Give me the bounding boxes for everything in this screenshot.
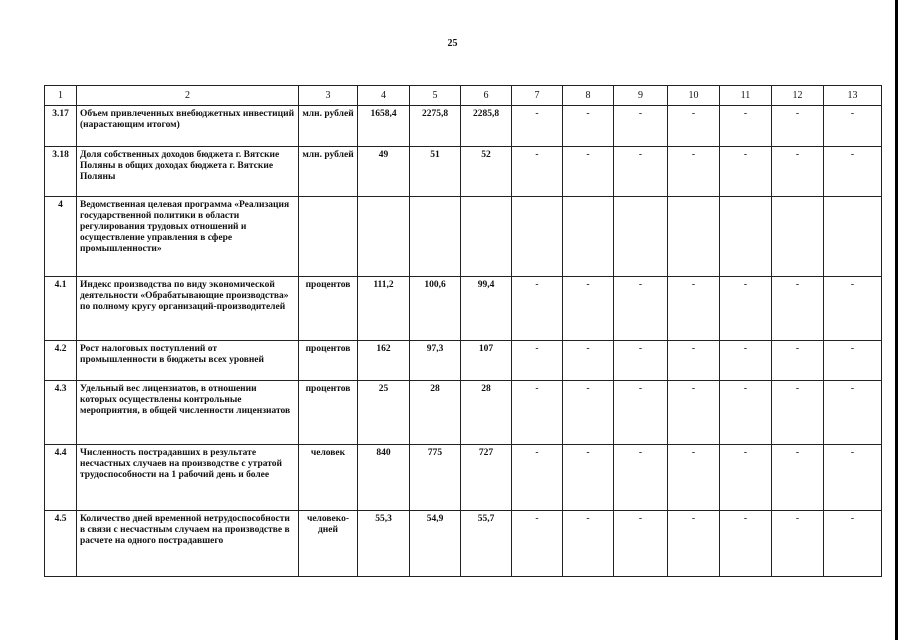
dash-cell: - (512, 511, 563, 577)
header-cell: 5 (410, 86, 461, 106)
dash-cell: - (512, 445, 563, 511)
row-number-text: 4 (58, 200, 63, 210)
dash-cell: - (563, 511, 614, 577)
dash-cell: - (772, 106, 824, 147)
dash-cell: - (824, 277, 882, 341)
dash-cell (824, 197, 882, 277)
dash-cell: - (824, 106, 882, 147)
dash-cell (512, 197, 563, 277)
dash-cell: - (824, 445, 882, 511)
header-cell: 9 (614, 86, 668, 106)
dash-cell: - (824, 341, 882, 381)
dash-cell: - (614, 147, 668, 197)
dash-cell: - (563, 381, 614, 445)
dash-cell: - (772, 511, 824, 577)
dash-cell: - (824, 147, 882, 197)
row-number (45, 341, 77, 381)
dash-cell: - (614, 106, 668, 147)
value-cell: 99,4 (461, 277, 512, 341)
row-number (45, 511, 77, 577)
dash-cell: - (512, 106, 563, 147)
dash-cell: - (512, 381, 563, 445)
table-row (45, 381, 882, 445)
dash-cell (614, 197, 668, 277)
unit-text: млн. рублей (302, 109, 354, 119)
unit-cell (299, 445, 358, 511)
indicator-name (77, 147, 299, 197)
indicator-name-text: Численность пострадавших в результате несчастных случаев на производстве с утратой трудоспособности на 1 рабочий день и более (80, 448, 282, 480)
dash-cell: - (772, 147, 824, 197)
indicator-name-text: Доля собственных доходов бюджета г. Вятские Поляны в общих доходах бюджета г. Вятские Поляны (80, 150, 280, 182)
row-number (45, 277, 77, 341)
table-row (45, 341, 882, 381)
dash-cell: - (563, 277, 614, 341)
dash-cell: - (720, 277, 772, 341)
dash-cell: - (772, 341, 824, 381)
value-cell: 1658,4 (358, 106, 410, 147)
header-cell: 13 (824, 86, 882, 106)
dash-cell: - (720, 381, 772, 445)
indicator-name (77, 106, 299, 147)
indicator-name (77, 341, 299, 381)
dash-cell: - (614, 341, 668, 381)
value-cell: 2275,8 (410, 106, 461, 147)
header-cell: 8 (563, 86, 614, 106)
value-cell: 840 (358, 445, 410, 511)
dash-cell: - (772, 445, 824, 511)
unit-text: процентов (305, 344, 351, 354)
page-number: 25 (447, 38, 458, 49)
dash-cell: - (512, 277, 563, 341)
indicator-name (77, 277, 299, 341)
indicator-name-text: Ведомственная целевая программа «Реализация государственной политики в области регулирования трудовых отношений и осуществление управления в сфере промышленности» (80, 200, 290, 254)
indicator-name-text: Количество дней временной нетрудоспособности в связи с несчастным случаем на производстве в расчете на одного пострадавшего (80, 514, 290, 546)
row-number-text: 3.18 (52, 150, 69, 160)
row-number-text: 3.17 (52, 109, 69, 119)
dash-cell: - (563, 341, 614, 381)
dash-cell: - (512, 147, 563, 197)
row-number (45, 197, 77, 277)
value-cell: 49 (358, 147, 410, 197)
dash-cell (668, 197, 720, 277)
header-cell: 1 (45, 86, 77, 106)
value-cell: 111,2 (358, 277, 410, 341)
row-number-text: 4.4 (54, 448, 67, 458)
table-row (45, 445, 882, 511)
unit-cell (299, 197, 358, 277)
dash-cell: - (563, 106, 614, 147)
dash-cell: - (668, 106, 720, 147)
unit-cell (299, 381, 358, 445)
value-cell: 52 (461, 147, 512, 197)
value-cell: 100,6 (410, 277, 461, 341)
dash-cell: - (614, 511, 668, 577)
dash-cell: - (614, 445, 668, 511)
value-cell: 97,3 (410, 341, 461, 381)
table-row (45, 106, 882, 147)
value-cell: 25 (358, 381, 410, 445)
value-cell: 727 (461, 445, 512, 511)
indicator-name (77, 197, 299, 277)
dash-cell: - (720, 341, 772, 381)
header-cell: 11 (720, 86, 772, 106)
indicator-name-text: Удельный вес лицензиатов, в отношении которых осуществлены контрольные мероприятия, в общей численности лицензиатов (80, 384, 291, 416)
value-cell (410, 197, 461, 277)
indicator-name-text: Объем привлеченных внебюджетных инвестиций (нарастающим итогом) (80, 109, 295, 130)
dash-cell: - (824, 381, 882, 445)
row-number (45, 147, 77, 197)
header-cell: 3 (299, 86, 358, 106)
dash-cell: - (668, 381, 720, 445)
unit-cell (299, 511, 358, 577)
dash-cell: - (668, 511, 720, 577)
dash-cell: - (563, 445, 614, 511)
indicators-table (44, 85, 882, 577)
value-cell: 107 (461, 341, 512, 381)
unit-text: человек (310, 448, 346, 458)
value-cell: 54,9 (410, 511, 461, 577)
dash-cell: - (614, 381, 668, 445)
dash-cell: - (668, 445, 720, 511)
unit-cell (299, 147, 358, 197)
table-row (45, 197, 882, 277)
value-cell: 28 (461, 381, 512, 445)
header-cell: 12 (772, 86, 824, 106)
dash-cell: - (772, 381, 824, 445)
value-cell: 2285,8 (461, 106, 512, 147)
dash-cell: - (668, 147, 720, 197)
row-number-text: 4.5 (54, 514, 67, 524)
dash-cell: - (772, 277, 824, 341)
dash-cell (720, 197, 772, 277)
table-row (45, 147, 882, 197)
indicator-name-text: Рост налоговых поступлений от промышленности в бюджеты всех уровней (80, 344, 264, 365)
header-cell: 2 (77, 86, 299, 106)
dash-cell: - (614, 277, 668, 341)
dash-cell: - (720, 445, 772, 511)
dash-cell (772, 197, 824, 277)
unit-text: человеко-дней (306, 514, 350, 535)
row-number (45, 106, 77, 147)
table-row (45, 511, 882, 577)
scan-edge-line (895, 0, 898, 640)
table-row (45, 277, 882, 341)
dash-cell: - (824, 511, 882, 577)
dash-cell: - (720, 106, 772, 147)
value-cell: 28 (410, 381, 461, 445)
value-cell: 51 (410, 147, 461, 197)
row-number-text: 4.1 (54, 280, 67, 290)
header-cell: 6 (461, 86, 512, 106)
value-cell: 55,7 (461, 511, 512, 577)
dash-cell: - (720, 511, 772, 577)
indicator-name (77, 511, 299, 577)
dash-cell: - (563, 147, 614, 197)
row-number-text: 4.2 (54, 344, 67, 354)
unit-cell (299, 277, 358, 341)
header-cell: 4 (358, 86, 410, 106)
indicator-name-text: Индекс производства по виду экономической деятельности «Обрабатывающие производства» по полному кругу организаций-производителей (80, 280, 289, 312)
value-cell (461, 197, 512, 277)
value-cell: 162 (358, 341, 410, 381)
value-cell: 55,3 (358, 511, 410, 577)
table-header-row (45, 86, 882, 106)
unit-cell (299, 106, 358, 147)
row-number (45, 381, 77, 445)
row-number (45, 445, 77, 511)
dash-cell: - (512, 341, 563, 381)
unit-cell (299, 341, 358, 381)
header-cell: 10 (668, 86, 720, 106)
indicator-name (77, 445, 299, 511)
row-number-text: 4.3 (54, 384, 67, 394)
header-cell: 7 (512, 86, 563, 106)
dash-cell: - (720, 147, 772, 197)
unit-text: процентов (305, 280, 351, 290)
dash-cell: - (668, 341, 720, 381)
unit-text: процентов (305, 384, 351, 394)
value-cell: 775 (410, 445, 461, 511)
dash-cell: - (668, 277, 720, 341)
dash-cell (563, 197, 614, 277)
unit-text: млн. рублей (302, 150, 354, 160)
indicator-name (77, 381, 299, 445)
value-cell (358, 197, 410, 277)
